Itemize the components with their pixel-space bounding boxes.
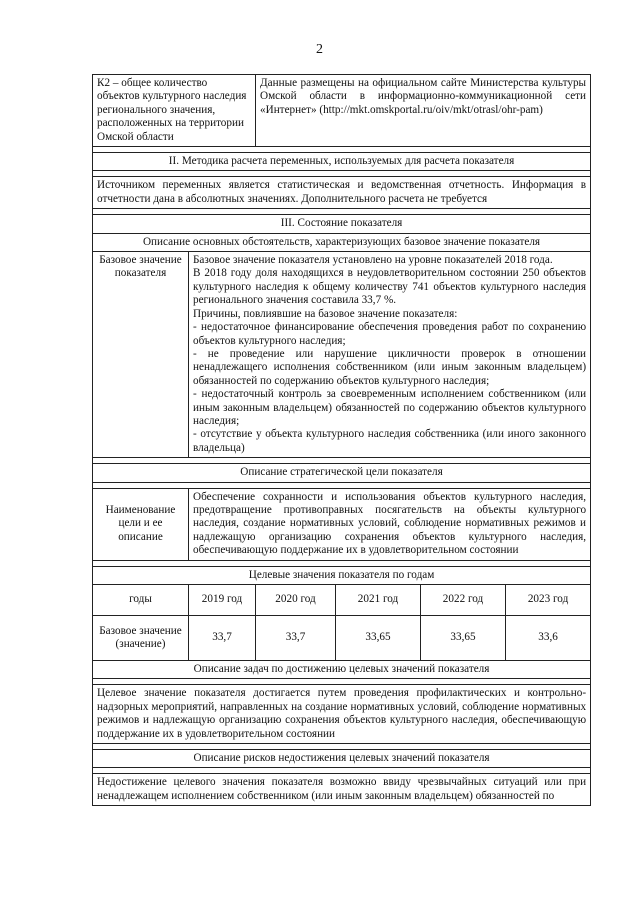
section3-title-row	[93, 215, 591, 233]
years-label: годы	[93, 585, 189, 616]
base-paragraph: В 2018 году доля находящихся в неудовлетворительном состоянии 250 объектов культурного наследия к общему количеству 741 объектов культурного наследия регионального значения составила 33,7 %.	[193, 267, 587, 307]
goal-title-row	[93, 464, 591, 482]
targets-years-row	[93, 585, 591, 616]
tasks-title: Описание задач по достижению целевых значений показателя	[93, 661, 591, 679]
value-cell: 33,65	[421, 616, 506, 661]
risks-row	[93, 774, 591, 806]
tasks-text: Целевое значение показателя достигается путем проведения профилактических и контрольно-надзорных мероприятий, направленных на создание нормативных условий, соблюдение нормативных режимов и надлежащую организацию сохранения объектов культурного наследия, обеспечивающую поддержание их в удовлетворительном состоянии	[93, 685, 591, 744]
year-cell: 2023 год	[506, 585, 591, 616]
section2-title-row	[93, 153, 591, 171]
base-description-title-row	[93, 233, 591, 251]
risks-title: Описание рисков недостижения целевых значений показателя	[93, 750, 591, 768]
base-value-row	[93, 252, 591, 458]
goal-row	[93, 488, 591, 560]
base-paragraph: - недостаточный контроль за своевременным исполнением собственником (или иным законным владельцем) обязанностей по содержанию объектов культурного наследия;	[193, 388, 587, 427]
goal-label: Наименование цели и ее описание	[93, 488, 189, 560]
year-cell: 2020 год	[256, 585, 336, 616]
goal-title: Описание стратегической цели показателя	[93, 464, 591, 482]
value-cell: 33,7	[256, 616, 336, 661]
targets-title: Целевые значения показателя по годам	[93, 566, 591, 584]
tasks-title-row	[93, 661, 591, 679]
section2-text: Источником переменных является статистическая и ведомственная отчетность. Информация в отчетности дана в абсолютных значениях. Дополнительного расчета не требуется	[93, 177, 591, 209]
year-cell: 2019 год	[189, 585, 256, 616]
value-cell: 33,6	[506, 616, 591, 661]
indicator-table	[92, 74, 591, 806]
source-row	[93, 75, 591, 147]
section2-title: II. Методика расчета переменных, используемых для расчета показателя	[93, 153, 591, 171]
variable-label: К2 – общее количество объектов культурного наследия регионального значения, расположенных на территории Омской области	[93, 75, 256, 147]
year-cell: 2022 год	[421, 585, 506, 616]
base-paragraph: Причины, повлиявшие на базовое значение показателя:	[193, 307, 458, 320]
value-cell: 33,65	[336, 616, 421, 661]
page-number: 2	[316, 42, 323, 57]
targets-values-row	[93, 616, 591, 661]
base-paragraph: Базовое значение показателя установлено на уровне показателей 2018 года.	[193, 254, 553, 267]
year-cell: 2021 год	[336, 585, 421, 616]
base-paragraph: - недостаточное финансирование обеспечения проведения работ по сохранению объектов культурного наследия;	[193, 321, 587, 347]
base-paragraph: - отсутствие у объекта культурного наследия собственника (или иного законного владельца)	[193, 428, 587, 454]
base-value-text	[189, 252, 591, 458]
goal-text: Обеспечение сохранности и использования объектов культурного наследия, предотвращение противоправных посягательств на объекты культурного наследия, создание нормативных условий, соблюдение нормативных режимов и надлежащую организацию сохранения объектов культурного наследия, обеспечивающую поддержание их в удовлетворительном состоянии	[189, 488, 591, 560]
base-paragraph: - не проведение или нарушение цикличности проверок в отношении ненадлежащего исполнения собственником (или иным законным владельцем) обязанностей по содержанию объектов культурного наследия;	[193, 347, 587, 387]
targets-title-row	[93, 566, 591, 584]
base-description-title: Описание основных обстоятельств, характеризующих базовое значение показателя	[93, 233, 591, 251]
section2-text-row	[93, 177, 591, 209]
variable-source: Данные размещены на официальном сайте Министерства культуры Омской области в информационно-коммуникационной сети «Интернет» (http://mkt.omskportal.ru/oiv/mkt/otrasl/ohr-pam)	[256, 75, 591, 147]
tasks-row	[93, 685, 591, 744]
risks-title-row	[93, 750, 591, 768]
values-label: Базовое значение (значение)	[93, 616, 189, 661]
base-value-label: Базовое значение показателя	[93, 252, 189, 458]
section3-title: III. Состояние показателя	[93, 215, 591, 233]
value-cell: 33,7	[189, 616, 256, 661]
risks-text: Недостижение целевого значения показателя возможно ввиду чрезвычайных ситуаций или при ненадлежащем исполнением собственником (или иным законным владельцем) обязанностей по	[93, 774, 591, 806]
